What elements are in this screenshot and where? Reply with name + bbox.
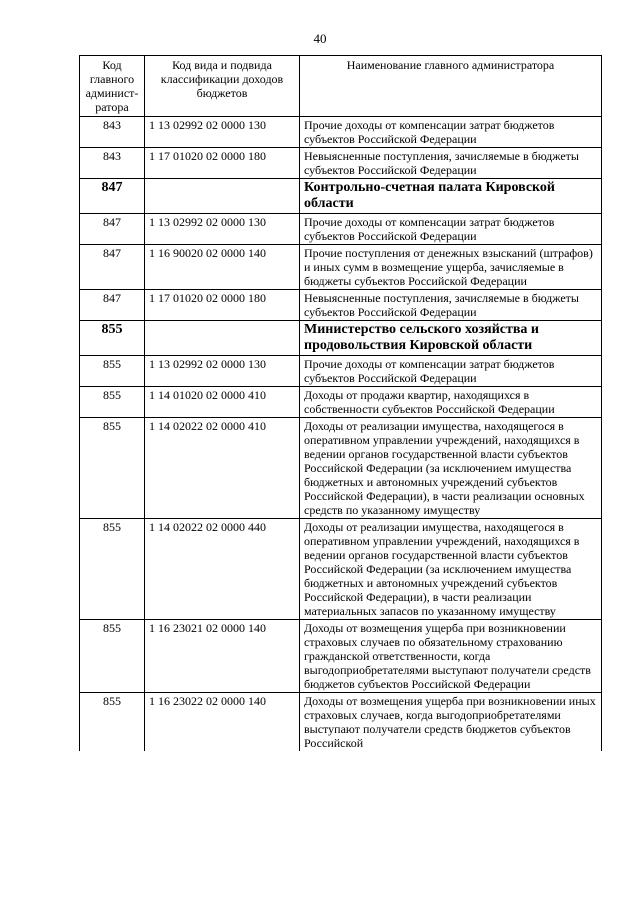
admin-name-cell: Доходы от продажи квартир, находящихся в собственности субъектов Российской Федерации xyxy=(300,387,602,418)
admin-code-cell: 847 xyxy=(80,290,145,321)
group-header-row xyxy=(80,179,602,214)
admin-name-cell: Невыясненные поступления, зачисляемые в бюджеты субъектов Российской Федерации xyxy=(300,148,602,179)
table-row xyxy=(80,387,602,418)
admin-name-cell: Доходы от реализации имущества, находящегося в оперативном управлении учреждений, находящихся в ведении органов государственной власти субъектов Российской Федерации (за исключением имущества бюджетных и автономных учреждений субъектов Российской Федерации), в части реализации материальных запасов по указанному имуществу xyxy=(300,519,602,620)
revenue-code-cell: 1 13 02992 02 0000 130 xyxy=(145,214,300,245)
revenue-code-cell: 1 16 23021 02 0000 140 xyxy=(145,620,300,693)
admin-code-cell: 855 xyxy=(80,418,145,519)
revenue-code-cell: 1 17 01020 02 0000 180 xyxy=(145,148,300,179)
admin-code-cell: 855 xyxy=(80,387,145,418)
table-header-row xyxy=(80,56,602,117)
revenue-code-cell: 1 13 02992 02 0000 130 xyxy=(145,356,300,387)
admin-name-cell: Доходы от возмещения ущерба при возникновении страховых случаев по обязательному страхованию гражданской ответственности, когда выгодоприобретателями выступают получатели средств бюджетов субъектов Российской Федерации xyxy=(300,620,602,693)
revenue-administrators-table xyxy=(79,55,602,751)
revenue-code-cell: 1 14 02022 02 0000 440 xyxy=(145,519,300,620)
admin-name-cell: Прочие доходы от компенсации затрат бюджетов субъектов Российской Федерации xyxy=(300,117,602,148)
header-admin-code: Код главного админист-ратора xyxy=(80,56,145,117)
table-row xyxy=(80,356,602,387)
admin-code-cell: 855 xyxy=(80,519,145,620)
header-revenue-code: Код вида и подвида классификации доходов бюджетов xyxy=(145,56,300,117)
group-header-row xyxy=(80,321,602,356)
revenue-code-cell: 1 14 02022 02 0000 410 xyxy=(145,418,300,519)
table-row xyxy=(80,245,602,290)
table-row xyxy=(80,290,602,321)
table-row xyxy=(80,519,602,620)
revenue-code-cell: 1 16 90020 02 0000 140 xyxy=(145,245,300,290)
admin-code-cell: 847 xyxy=(80,245,145,290)
group-name-cell: Контрольно-счетная палата Кировской области xyxy=(300,179,602,214)
header-admin-name: Наименование главного администратора xyxy=(300,56,602,117)
group-code-cell: 847 xyxy=(80,179,145,214)
admin-code-cell: 855 xyxy=(80,693,145,752)
admin-name-cell: Прочие доходы от компенсации затрат бюджетов субъектов Российской Федерации xyxy=(300,214,602,245)
admin-code-cell: 843 xyxy=(80,117,145,148)
table-row xyxy=(80,148,602,179)
admin-code-cell: 855 xyxy=(80,620,145,693)
group-name-cell: Министерство сельского хозяйства и продовольствия Кировской области xyxy=(300,321,602,356)
admin-code-cell: 843 xyxy=(80,148,145,179)
admin-code-cell: 847 xyxy=(80,214,145,245)
admin-name-cell: Прочие доходы от компенсации затрат бюджетов субъектов Российской Федерации xyxy=(300,356,602,387)
table-row xyxy=(80,620,602,693)
revenue-code-cell: 1 17 01020 02 0000 180 xyxy=(145,290,300,321)
admin-name-cell: Невыясненные поступления, зачисляемые в бюджеты субъектов Российской Федерации xyxy=(300,290,602,321)
admin-name-cell: Доходы от реализации имущества, находящегося в оперативном управлении учреждений, находящихся в ведении органов государственной власти субъектов Российской Федерации (за исключением имущества бюджетных и автономных учреждений субъектов Российской Федерации), в части реализации основных средств по указанному имуществу xyxy=(300,418,602,519)
admin-code-cell: 855 xyxy=(80,356,145,387)
group-code-cell: 855 xyxy=(80,321,145,356)
table-row xyxy=(80,117,602,148)
admin-name-cell: Доходы от возмещения ущерба при возникновении иных страховых случаев, когда выгодоприобретателями выступают получатели средств бюджетов субъектов Российской xyxy=(300,693,602,752)
revenue-code-cell xyxy=(145,179,300,214)
table-row xyxy=(80,693,602,752)
table-row xyxy=(80,418,602,519)
revenue-code-cell: 1 16 23022 02 0000 140 xyxy=(145,693,300,752)
page-number: 40 xyxy=(313,31,327,46)
table-row xyxy=(80,214,602,245)
revenue-code-cell: 1 14 01020 02 0000 410 xyxy=(145,387,300,418)
revenue-code-cell: 1 13 02992 02 0000 130 xyxy=(145,117,300,148)
revenue-code-cell xyxy=(145,321,300,356)
admin-name-cell: Прочие поступления от денежных взысканий (штрафов) и иных сумм в возмещение ущерба, зачисляемые в бюджеты субъектов Российской Федерации xyxy=(300,245,602,290)
